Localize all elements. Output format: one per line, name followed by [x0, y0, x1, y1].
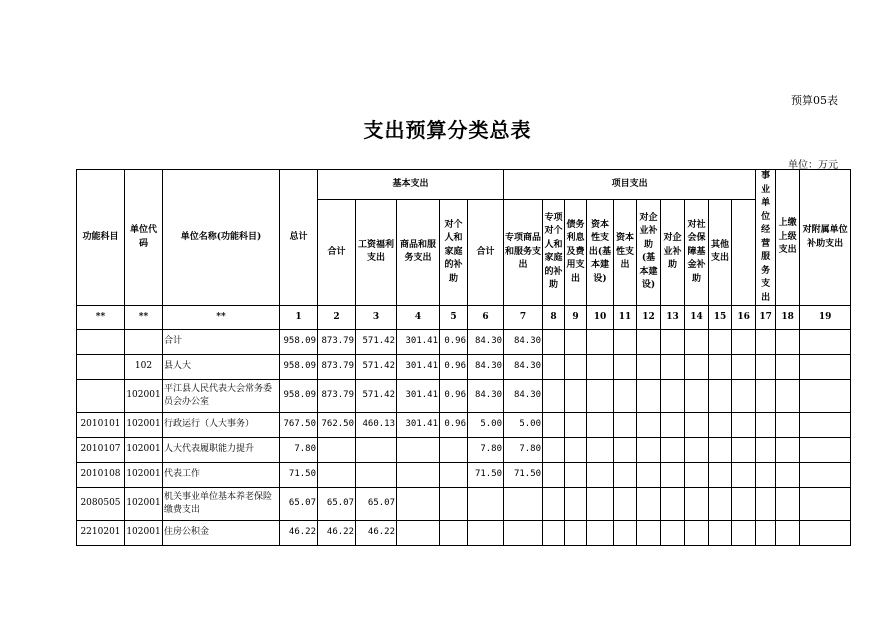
total-cell: 958.09 — [280, 355, 318, 380]
empty-cell — [637, 413, 661, 438]
unit-name-cell: 县人大 — [163, 355, 280, 380]
header-to-upper: 上缴上级支出 — [776, 170, 800, 306]
empty-cell — [756, 463, 776, 488]
func-subject-cell — [77, 355, 125, 380]
basic-wages-cell: 460.13 — [356, 413, 397, 438]
project-goods-cell: 7.80 — [504, 438, 543, 463]
empty-cell — [543, 488, 565, 521]
header-basic-wages: 工资福利支出 — [356, 199, 397, 305]
empty-cell — [756, 355, 776, 380]
project-goods-cell: 5.00 — [504, 413, 543, 438]
header-basic-subtotal: 合计 — [318, 199, 356, 305]
basic-subtotal-cell: 873.79 — [318, 330, 356, 355]
empty-cell — [756, 330, 776, 355]
column-index-row — [77, 306, 851, 330]
empty-cell — [587, 463, 614, 488]
empty-cell — [732, 521, 756, 546]
total-cell: 958.09 — [280, 330, 318, 355]
project-subtotal-cell — [468, 488, 504, 521]
column-index: 11 — [614, 306, 637, 330]
unit-name-cell: 人大代表履职能力提升 — [163, 438, 280, 463]
empty-cell — [661, 380, 685, 413]
column-index: 5 — [440, 306, 468, 330]
basic-wages-cell: 571.42 — [356, 380, 397, 413]
empty-cell — [565, 488, 587, 521]
empty-cell — [776, 521, 800, 546]
column-index: 16 — [732, 306, 756, 330]
basic-goods-cell — [397, 463, 440, 488]
empty-cell — [756, 438, 776, 463]
func-subject-cell: 2010107 — [77, 438, 125, 463]
empty-cell — [685, 355, 709, 380]
empty-cell — [685, 380, 709, 413]
func-subject-cell: 2210201 — [77, 521, 125, 546]
empty-cell — [637, 463, 661, 488]
empty-cell — [637, 355, 661, 380]
empty-cell — [756, 413, 776, 438]
header-func-subject: 功能科目 — [77, 170, 125, 306]
empty-cell — [587, 488, 614, 521]
empty-cell — [732, 488, 756, 521]
column-index: 13 — [661, 306, 685, 330]
empty-cell — [756, 521, 776, 546]
empty-cell — [756, 380, 776, 413]
table-row — [77, 463, 851, 488]
basic-subtotal-cell: 762.50 — [318, 413, 356, 438]
empty-cell — [685, 330, 709, 355]
empty-cell — [587, 355, 614, 380]
empty-cell — [732, 438, 756, 463]
header-to-affiliated: 对附属单位补助支出 — [800, 170, 851, 306]
empty-cell — [709, 330, 732, 355]
column-index: 9 — [565, 306, 587, 330]
empty-cell — [756, 488, 776, 521]
basic-personal-cell: 0.96 — [440, 355, 468, 380]
empty-cell — [587, 330, 614, 355]
table-row — [77, 521, 851, 546]
unit-code-cell: 102 — [125, 355, 163, 380]
empty-cell — [614, 380, 637, 413]
column-index: 6 — [468, 306, 504, 330]
column-index: 14 — [685, 306, 709, 330]
project-goods-cell — [504, 488, 543, 521]
empty-cell — [543, 438, 565, 463]
empty-cell — [800, 488, 851, 521]
column-index: 4 — [397, 306, 440, 330]
unit-name-cell: 机关事业单位基本养老保险缴费支出 — [163, 488, 280, 521]
unit-code-cell: 102001 — [125, 521, 163, 546]
budget-table — [76, 169, 851, 546]
empty-cell — [709, 438, 732, 463]
empty-cell — [685, 521, 709, 546]
header-basic-goods: 商品和服务支出 — [397, 199, 440, 305]
empty-cell — [565, 413, 587, 438]
basic-subtotal-cell — [318, 438, 356, 463]
column-index: 2 — [318, 306, 356, 330]
table-row — [77, 380, 851, 413]
table-row — [77, 438, 851, 463]
basic-personal-cell — [440, 521, 468, 546]
project-goods-cell: 71.50 — [504, 463, 543, 488]
empty-cell — [685, 413, 709, 438]
header-project-other: 其他支出 — [709, 199, 732, 305]
func-subject-cell — [77, 380, 125, 413]
project-goods-cell: 84.30 — [504, 380, 543, 413]
empty-cell — [587, 438, 614, 463]
table-row — [77, 330, 851, 355]
project-goods-cell: 84.30 — [504, 355, 543, 380]
empty-cell — [800, 355, 851, 380]
empty-cell — [800, 380, 851, 413]
empty-cell — [800, 463, 851, 488]
header-project-social: 对社会保障基金补助 — [685, 199, 709, 305]
empty-cell — [565, 330, 587, 355]
empty-cell — [685, 463, 709, 488]
basic-wages-cell — [356, 463, 397, 488]
table-row — [77, 488, 851, 521]
empty-cell — [732, 413, 756, 438]
header-project-enterprise-build: 对企业补助(基本建设) — [637, 199, 661, 305]
empty-cell — [543, 380, 565, 413]
empty-cell — [661, 488, 685, 521]
empty-cell — [800, 330, 851, 355]
empty-cell — [565, 355, 587, 380]
empty-cell — [776, 463, 800, 488]
empty-cell — [800, 413, 851, 438]
empty-cell — [543, 521, 565, 546]
empty-cell — [709, 355, 732, 380]
empty-cell — [661, 330, 685, 355]
basic-personal-cell — [440, 488, 468, 521]
basic-personal-cell: 0.96 — [440, 380, 468, 413]
basic-subtotal-cell: 873.79 — [318, 380, 356, 413]
header-business: 事业单位经营服务支出 — [756, 170, 776, 306]
project-subtotal-cell: 84.30 — [468, 355, 504, 380]
empty-cell — [614, 463, 637, 488]
empty-cell — [587, 521, 614, 546]
basic-personal-cell: 0.96 — [440, 330, 468, 355]
column-index: 1 — [280, 306, 318, 330]
unit-name-cell: 合计 — [163, 330, 280, 355]
unit-name-cell: 平江县人民代表大会常务委员会办公室 — [163, 380, 280, 413]
empty-cell — [732, 355, 756, 380]
basic-subtotal-cell: 873.79 — [318, 355, 356, 380]
basic-goods-cell — [397, 521, 440, 546]
column-index: 10 — [587, 306, 614, 330]
basic-subtotal-cell: 46.22 — [318, 521, 356, 546]
empty-cell — [800, 438, 851, 463]
empty-cell — [776, 438, 800, 463]
header-project-subtotal: 合计 — [468, 199, 504, 305]
column-index: ** — [125, 306, 163, 330]
basic-wages-cell: 571.42 — [356, 330, 397, 355]
header-project-goods: 专项商品和服务支出 — [504, 199, 543, 305]
basic-goods-cell: 301.41 — [397, 330, 440, 355]
basic-goods-cell — [397, 438, 440, 463]
header-unit-name: 单位名称(功能科目) — [163, 170, 280, 306]
column-index: 15 — [709, 306, 732, 330]
empty-cell — [543, 463, 565, 488]
empty-cell — [565, 463, 587, 488]
empty-cell — [614, 488, 637, 521]
total-cell: 958.09 — [280, 380, 318, 413]
project-subtotal-cell: 71.50 — [468, 463, 504, 488]
empty-cell — [565, 521, 587, 546]
basic-personal-cell — [440, 438, 468, 463]
empty-cell — [637, 488, 661, 521]
empty-cell — [543, 413, 565, 438]
header-project-capital: 资本性支出 — [614, 199, 637, 305]
empty-cell — [709, 521, 732, 546]
unit-code-cell: 102001 — [125, 413, 163, 438]
unit-code-cell: 102001 — [125, 380, 163, 413]
func-subject-cell: 2010108 — [77, 463, 125, 488]
header-total: 总计 — [280, 170, 318, 306]
empty-cell — [587, 413, 614, 438]
project-subtotal-cell: 84.30 — [468, 380, 504, 413]
basic-wages-cell — [356, 438, 397, 463]
basic-wages-cell: 571.42 — [356, 355, 397, 380]
basic-goods-cell: 301.41 — [397, 355, 440, 380]
project-subtotal-cell: 5.00 — [468, 413, 504, 438]
project-subtotal-cell — [468, 521, 504, 546]
empty-cell — [776, 413, 800, 438]
empty-cell — [587, 380, 614, 413]
basic-goods-cell: 301.41 — [397, 413, 440, 438]
empty-cell — [565, 438, 587, 463]
empty-cell — [637, 330, 661, 355]
total-cell: 7.80 — [280, 438, 318, 463]
empty-cell — [709, 380, 732, 413]
basic-wages-cell: 46.22 — [356, 521, 397, 546]
column-index: 19 — [800, 306, 851, 330]
total-cell: 71.50 — [280, 463, 318, 488]
empty-cell — [637, 380, 661, 413]
empty-cell — [732, 380, 756, 413]
column-index: 18 — [776, 306, 800, 330]
unit-code-cell: 102001 — [125, 488, 163, 521]
header-unit-code: 单位代码 — [125, 170, 163, 306]
basic-goods-cell: 301.41 — [397, 380, 440, 413]
project-subtotal-cell: 84.30 — [468, 330, 504, 355]
empty-cell — [709, 488, 732, 521]
total-cell: 767.50 — [280, 413, 318, 438]
empty-cell — [685, 488, 709, 521]
total-cell: 46.22 — [280, 521, 318, 546]
project-goods-cell — [504, 521, 543, 546]
basic-wages-cell: 65.07 — [356, 488, 397, 521]
header-basic-personal: 对个人和家庭的补助 — [440, 199, 468, 305]
header-project-capital-build: 资本性支出(基本建设) — [587, 199, 614, 305]
basic-personal-cell — [440, 463, 468, 488]
empty-cell — [709, 463, 732, 488]
empty-cell — [732, 463, 756, 488]
header-project-personal: 专项对个人和家庭的补助 — [543, 199, 565, 305]
column-index: ** — [163, 306, 280, 330]
column-index: 8 — [543, 306, 565, 330]
empty-cell — [661, 355, 685, 380]
empty-cell — [661, 463, 685, 488]
empty-cell — [800, 521, 851, 546]
empty-cell — [614, 330, 637, 355]
column-index: 17 — [756, 306, 776, 330]
table-row — [77, 413, 851, 438]
empty-cell — [614, 521, 637, 546]
empty-cell — [709, 413, 732, 438]
page-title: 支出预算分类总表 — [363, 118, 532, 142]
table-row — [77, 355, 851, 380]
basic-subtotal-cell: 65.07 — [318, 488, 356, 521]
unit-code-cell: 102001 — [125, 438, 163, 463]
empty-cell — [614, 438, 637, 463]
total-cell: 65.07 — [280, 488, 318, 521]
empty-cell — [614, 413, 637, 438]
column-index: 3 — [356, 306, 397, 330]
column-index: ** — [77, 306, 125, 330]
header-project-debt: 债务利息及费用支出 — [565, 199, 587, 305]
empty-cell — [661, 521, 685, 546]
empty-cell — [614, 355, 637, 380]
unit-name-cell: 代表工作 — [163, 463, 280, 488]
basic-personal-cell: 0.96 — [440, 413, 468, 438]
unit-code-cell: 102001 — [125, 463, 163, 488]
unit-name-cell: 行政运行（人大事务） — [163, 413, 280, 438]
project-subtotal-cell: 7.80 — [468, 438, 504, 463]
empty-cell — [776, 488, 800, 521]
basic-subtotal-cell — [318, 463, 356, 488]
empty-cell — [661, 413, 685, 438]
empty-cell — [543, 330, 565, 355]
empty-cell — [776, 380, 800, 413]
empty-cell — [543, 355, 565, 380]
empty-cell — [637, 438, 661, 463]
header-project-group: 项目支出 — [504, 170, 756, 200]
column-index: 12 — [637, 306, 661, 330]
header-basic-group: 基本支出 — [318, 170, 504, 200]
func-subject-cell: 2010101 — [77, 413, 125, 438]
column-index: 7 — [504, 306, 543, 330]
empty-cell — [776, 330, 800, 355]
header-project-enterprise: 对企业补助 — [661, 199, 685, 305]
func-subject-cell — [77, 330, 125, 355]
empty-cell — [637, 521, 661, 546]
project-goods-cell: 84.30 — [504, 330, 543, 355]
empty-cell — [685, 438, 709, 463]
empty-cell — [776, 355, 800, 380]
empty-cell — [732, 330, 756, 355]
unit-name-cell: 住房公积金 — [163, 521, 280, 546]
func-subject-cell: 2080505 — [77, 488, 125, 521]
unit-label: 单位：万元 — [788, 160, 838, 171]
empty-cell — [565, 380, 587, 413]
unit-code-cell — [125, 330, 163, 355]
empty-cell — [661, 438, 685, 463]
form-number: 预算05表 — [791, 94, 838, 107]
basic-goods-cell — [397, 488, 440, 521]
